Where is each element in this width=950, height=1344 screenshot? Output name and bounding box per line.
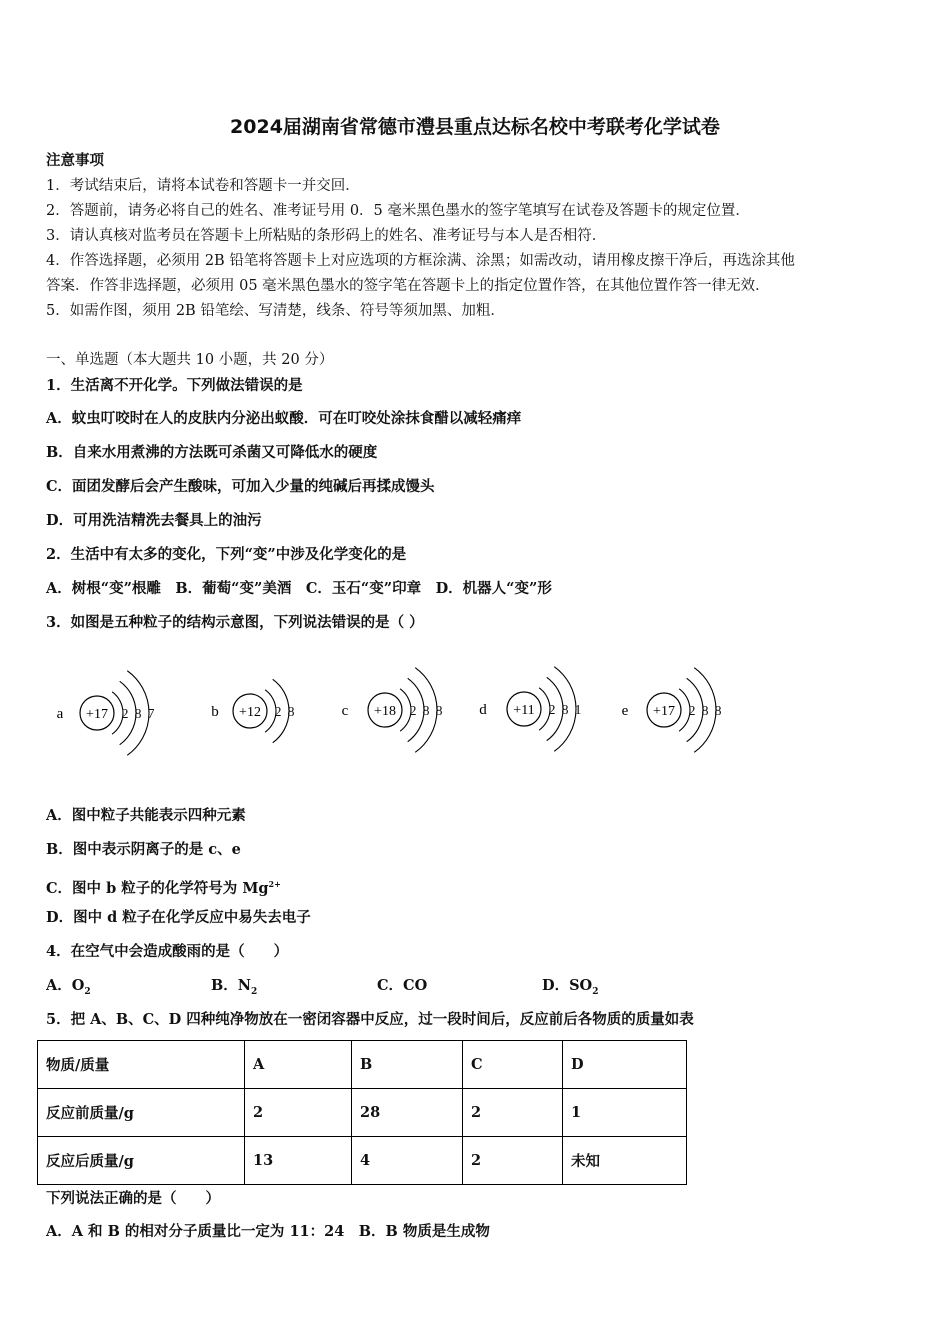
table-cell: 2 <box>245 1089 352 1137</box>
table-cell: 4 <box>352 1137 463 1185</box>
table-cell: B <box>352 1041 463 1089</box>
nucleus-charge: +18 <box>374 704 396 719</box>
shell-electron-count: 1 <box>574 703 582 718</box>
q1-option-b: B．自来水用煮沸的方法既可杀菌又可降低水的硬度 <box>46 444 378 461</box>
table-cell: C <box>463 1041 563 1089</box>
notice-item: 1．考试结束后，请将本试卷和答题卡一并交回． <box>46 178 360 194</box>
notice-item: 2．答题前，请务必将自己的姓名、准考证号用 0．5 毫米黑色墨水的签字笔填写在试卷及答题卡的规定位置． <box>46 203 750 219</box>
q3-option-d: D．图中 d 粒子在化学反应中易失去电子 <box>46 909 311 926</box>
nucleus-charge: +17 <box>86 707 108 722</box>
shell-electron-count: 8 <box>422 704 430 719</box>
q2-options: A．树根“变”根雕 B．葡萄“变”美酒 C．玉石“变”印章 D．机器人“变”形 <box>46 580 552 597</box>
q4-stem: 4．在空气中会造成酸雨的是（ ） <box>46 943 289 960</box>
notice-item: 4．作答选择题，必须用 2B 铅笔将答题卡上对应选项的方框涂满、涂黑；如需改动，请用橡皮擦干净后，再选涂其他 <box>46 253 795 269</box>
table-cell: 28 <box>352 1089 463 1137</box>
shell-electron-count: 8 <box>714 704 722 719</box>
table-header-row <box>38 1041 687 1089</box>
particle-diagram <box>622 668 722 753</box>
notice-item: 答案．作答非选择题，必须用 05 毫米黑色墨水的签字笔在答题卡上的指定位置作答，在其他位置作答一律无效． <box>46 278 770 294</box>
nucleus-charge: +12 <box>239 705 261 720</box>
table-cell: 1 <box>563 1089 687 1137</box>
table-cell: 反应前质量/g <box>38 1089 245 1137</box>
page-title: 2024届湖南省常德市澧县重点达标名校中考联考化学试卷 <box>230 116 720 138</box>
q3-option-b: B．图中表示阴离子的是 c、e <box>46 841 241 858</box>
particle-label: e <box>621 703 629 719</box>
particle-diagram <box>57 671 155 756</box>
q1-option-c: C．面团发酵后会产生酸味，可加入少量的纯碱后再揉成馒头 <box>46 478 435 495</box>
table-cell: 反应后质量/g <box>38 1137 245 1185</box>
table-row <box>38 1137 687 1185</box>
table-cell: 未知 <box>563 1137 687 1185</box>
q1-option-d: D．可用洗洁精洗去餐具上的油污 <box>46 512 262 529</box>
q1-stem: 1．生活离不开化学。下列做法错误的是 <box>46 377 303 394</box>
q5-options-ab: A．A 和 B 的相对分子质量比一定为 11：24 B．B 物质是生成物 <box>46 1223 490 1240</box>
notice-item: 5．如需作图，须用 2B 铅笔绘、写清楚，线条、符号等须加黑、加粗． <box>46 303 505 319</box>
particle-label: d <box>479 702 487 718</box>
q4-option-d: D．$SO_2$ <box>542 977 599 997</box>
table-cell: 物质/质量 <box>38 1041 245 1089</box>
q4-option-a: A．$O_2$ <box>46 977 91 997</box>
shell-electron-count: 2 <box>274 705 282 720</box>
q3-option-a: A．图中粒子共能表示四种元素 <box>46 807 246 824</box>
shell-electron-count: 8 <box>287 705 295 720</box>
shell-electron-count: 7 <box>147 707 155 722</box>
particle-label: b <box>211 704 219 720</box>
shell-electron-count: 8 <box>134 707 142 722</box>
table-cell: 13 <box>245 1137 352 1185</box>
particle-diagram <box>479 667 581 752</box>
section-heading: 一、单选题（本大题共 10 小题，共 20 分） <box>46 352 334 368</box>
shell-electron-count: 8 <box>561 703 569 718</box>
q5-stem: 5．把 A、B、C、D 四种纯净物放在一密闭容器中反应，过一段时间后，反应前后各物质的质量如表 <box>46 1011 694 1028</box>
notice-item: 3．请认真核对监考员在答题卡上所粘贴的条形码上的姓名、准考证号与本人是否相符． <box>46 228 607 244</box>
nucleus-charge: +17 <box>653 704 675 719</box>
q3-stem: 3．如图是五种粒子的结构示意图，下列说法错误的是（ ） <box>46 614 424 631</box>
particle-label: c <box>341 703 349 719</box>
particle-diagram <box>211 679 294 742</box>
particle-label: a <box>56 706 64 722</box>
particle-diagram <box>342 668 443 753</box>
nucleus-charge: +11 <box>513 703 535 718</box>
q4-option-c: C．CO <box>377 977 428 994</box>
shell-electron-count: 2 <box>548 703 556 718</box>
table-cell: 2 <box>463 1089 563 1137</box>
shell-electron-count: 8 <box>435 704 443 719</box>
q2-stem: 2．生活中有太多的变化，下列“变”中涉及化学变化的是 <box>46 546 407 563</box>
q5-follow: 下列说法正确的是（ ） <box>46 1190 220 1207</box>
q3-option-c: C．图中 b 粒子的化学符号为 $Mg^{2+}$ <box>46 879 281 897</box>
shell-electron-count: 2 <box>409 704 417 719</box>
particle-structure-diagrams <box>0 650 950 780</box>
notice-heading: 注意事项 <box>46 152 104 169</box>
shell-electron-count: 2 <box>121 707 129 722</box>
table-row <box>38 1089 687 1137</box>
q4-option-b: B．$N_2$ <box>211 977 258 997</box>
q1-option-a: A．蚊虫叮咬时在人的皮肤内分泌出蚁酸．可在叮咬处涂抹食醋以减轻痛痒 <box>46 410 522 427</box>
shell-electron-count: 8 <box>701 704 709 719</box>
mass-table <box>37 1040 687 1185</box>
table-cell: 2 <box>463 1137 563 1185</box>
shell-electron-count: 2 <box>688 704 696 719</box>
table-cell: A <box>245 1041 352 1089</box>
table-cell: D <box>563 1041 687 1089</box>
